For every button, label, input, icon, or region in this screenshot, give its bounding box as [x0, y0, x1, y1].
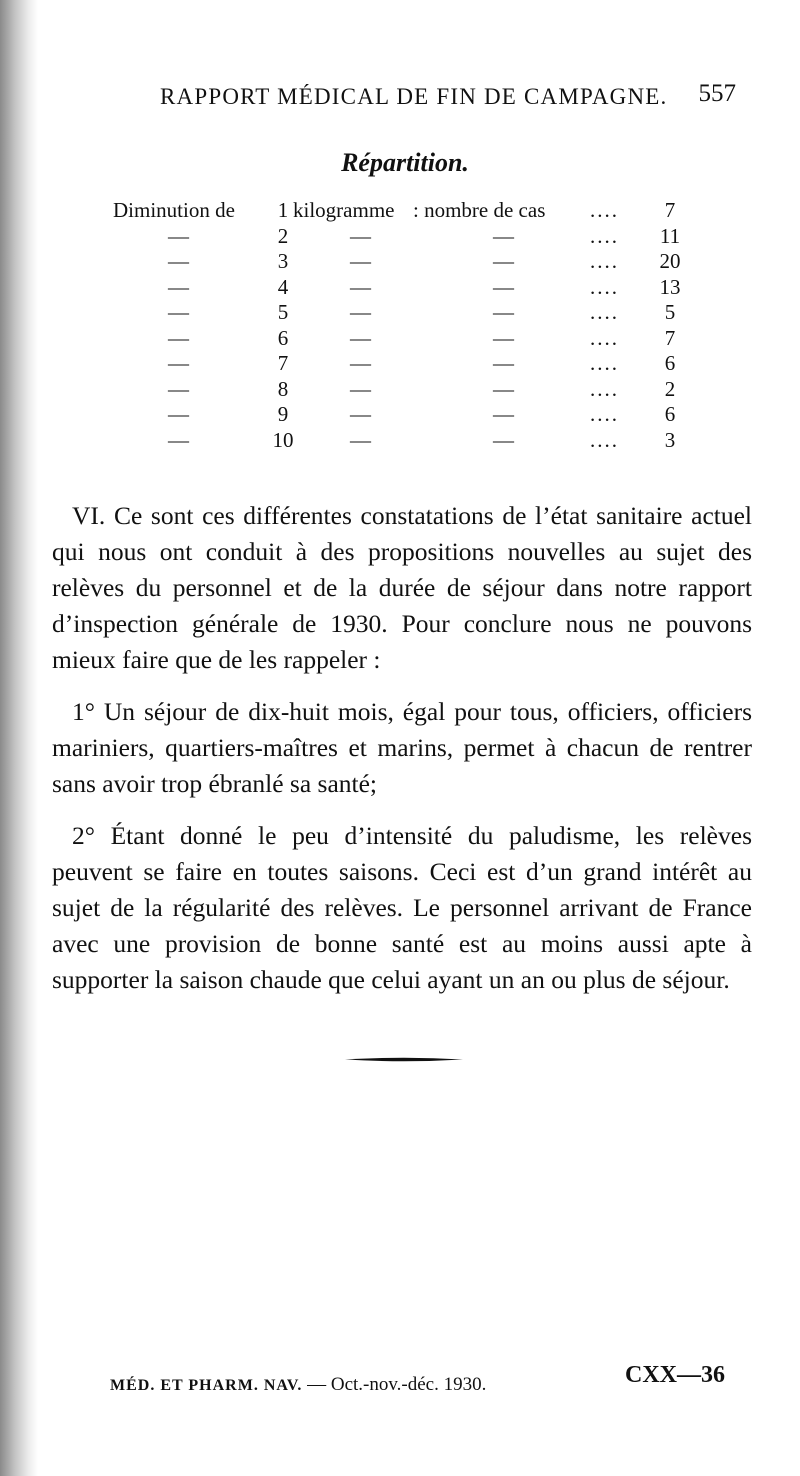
table-row — [0, 300, 800, 326]
table-row — [0, 249, 800, 275]
ditto-mark: — — [493, 300, 514, 324]
kilogram-number: 1 — [277, 198, 289, 222]
kilogram-number: 9 — [277, 402, 289, 426]
paragraph-vi: VI. Ce sont ces différentes constatations de l’état sanitaire actuel qui nous ont conduit à des propositions nouvelles au sujet des relèves du personnel et de la durée de séjour dans notre rapport d’inspection générale de 1930. Pour conclure nous ne pouvons mieux faire que de les rappeler : — [52, 501, 752, 674]
kilogram-number: 3 — [277, 249, 289, 273]
ditto-mark: — — [168, 427, 189, 452]
ditto-mark: — — [350, 427, 371, 452]
footer-separator: — — [302, 1374, 331, 1395]
journal-name: MÉD. ET PHARM. NAV. — [110, 1377, 303, 1394]
row-label: Diminution de — [113, 198, 235, 222]
page-header — [160, 78, 740, 118]
table-row — [0, 224, 800, 250]
ditto-mark: — — [350, 351, 371, 375]
running-title: RAPPORT MÉDICAL DE FIN DE CAMPAGNE. — [160, 84, 668, 109]
unit-label: kilogramme — [293, 198, 395, 222]
dot-leader: .... — [590, 325, 619, 350]
kilogram-number: 2 — [277, 223, 289, 248]
ditto-mark: — — [493, 427, 514, 452]
ditto-mark: — — [350, 325, 371, 350]
body-text — [52, 498, 752, 1014]
ditto-mark: — — [350, 376, 371, 401]
section-title: Répartition. — [341, 148, 469, 177]
page-number: 557 — [698, 80, 736, 107]
dot-leader: .... — [590, 427, 619, 452]
paragraph-2: 2° Étant donné le peu d’intensité du paludisme, les relèves peuvent se faire en toutes saisons. Ceci est d’un grand intérêt au sujet de la régularité des relèves. Le personnel arrivant de France avec une provision de bonne santé est au moins aussi apte à supporter la saison chaude que celui ayant un an ou plus de séjour. — [52, 821, 752, 994]
case-count: 20 — [659, 249, 681, 273]
ditto-mark: — — [350, 223, 371, 248]
dot-leader: .... — [590, 198, 619, 222]
table-row — [0, 402, 800, 428]
dot-leader: .... — [590, 223, 619, 248]
dot-leader: .... — [590, 300, 619, 324]
kilogram-number: 10 — [272, 427, 294, 452]
ditto-mark: — — [168, 376, 189, 401]
count-label: : nombre de cas — [413, 198, 546, 222]
ditto-mark: — — [350, 402, 371, 426]
case-count: 11 — [659, 223, 681, 248]
table-row — [0, 326, 800, 352]
ditto-mark: — — [168, 223, 189, 248]
dot-leader: .... — [590, 376, 619, 401]
case-count: 3 — [664, 427, 676, 452]
table-row — [0, 351, 800, 377]
ditto-mark: — — [493, 274, 514, 299]
case-count: 2 — [664, 376, 676, 401]
ditto-mark: — — [350, 249, 371, 273]
ditto-mark: — — [493, 402, 514, 426]
table-row — [0, 428, 800, 454]
case-count: 6 — [664, 351, 676, 375]
closing-rule — [345, 1057, 463, 1062]
ditto-mark: — — [168, 351, 189, 375]
ditto-mark: — — [168, 402, 189, 426]
repartition-table — [0, 198, 800, 453]
signature-mark: CXX—36 — [625, 1362, 725, 1388]
ditto-mark: — — [168, 325, 189, 350]
ditto-mark: — — [168, 274, 189, 299]
dot-leader: .... — [590, 249, 619, 273]
kilogram-number: 4 — [277, 274, 289, 299]
case-count: 13 — [659, 274, 681, 299]
ditto-mark: — — [493, 325, 514, 350]
case-count: 7 — [664, 325, 676, 350]
dot-leader: .... — [590, 402, 619, 426]
kilogram-number: 6 — [277, 325, 289, 350]
ditto-mark: — — [350, 274, 371, 299]
ditto-mark: — — [493, 249, 514, 273]
kilogram-number: 8 — [277, 376, 289, 401]
footer-journal — [110, 1374, 486, 1396]
ditto-mark: — — [493, 223, 514, 248]
kilogram-number: 7 — [277, 351, 289, 375]
dot-leader: .... — [590, 351, 619, 375]
ditto-mark: — — [168, 300, 189, 324]
ditto-mark: — — [493, 376, 514, 401]
case-count: 5 — [664, 300, 676, 324]
issue-date: Oct.-nov.-déc. 1930. — [330, 1374, 487, 1395]
table-row — [0, 377, 800, 403]
ditto-mark: — — [493, 351, 514, 375]
paragraph-1: 1° Un séjour de dix-huit mois, égal pour tous, officiers, officiers mariniers, quartiers-maîtres et marins, permet à chacun de rentrer sans avoir trop ébranlé sa santé; — [52, 697, 752, 798]
dot-leader: .... — [590, 274, 619, 299]
ditto-mark: — — [350, 300, 371, 324]
kilogram-number: 5 — [277, 300, 289, 324]
ditto-mark: — — [168, 249, 189, 273]
case-count: 6 — [664, 402, 676, 426]
table-row — [0, 198, 800, 224]
table-row — [0, 275, 800, 301]
case-count: 7 — [664, 198, 676, 222]
